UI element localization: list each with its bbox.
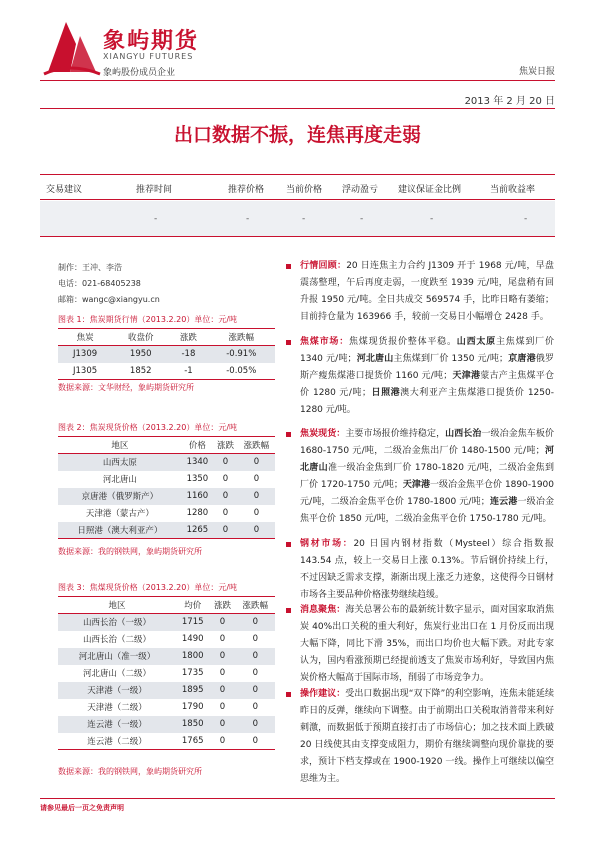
section-label: 操作建议： <box>300 689 346 699</box>
table-row <box>58 454 275 471</box>
table-header-row <box>58 437 275 454</box>
table2-title: 图表 2：焦炭现货价格（2013.2.20）单位：元/吨 <box>58 423 238 432</box>
brand-name: 象屿期货 <box>103 29 200 54</box>
section-label: 焦炭现货： <box>300 429 346 439</box>
summary-row <box>40 201 555 237</box>
bullet-icon <box>286 340 291 345</box>
table-cell: 0 <box>253 524 260 535</box>
table-cell: 0 <box>253 491 260 501</box>
section-label: 焦煤市场： <box>300 337 349 347</box>
table-cell: 0 <box>219 735 226 746</box>
table-cell: 1790 <box>181 702 204 712</box>
table-cell: 河北唐山（准一级） <box>78 652 156 662</box>
paragraph-trading-advice <box>288 686 554 788</box>
table-header-cell: 涨跌幅 <box>243 441 270 451</box>
table-cell: 0 <box>253 474 260 484</box>
section-text: 焦煤现货报价整体平稳。 <box>349 337 457 347</box>
table-cell: 1280 <box>186 508 209 518</box>
report-date: 2013 年 2 月 20 日 <box>464 96 555 107</box>
table-cell: 京唐港（俄罗斯产） <box>81 492 159 502</box>
paragraph-news <box>288 602 554 687</box>
table-cell: 1490 <box>181 634 204 644</box>
table-row <box>58 665 275 682</box>
bullet-icon <box>286 608 291 613</box>
table-row <box>58 682 275 699</box>
summary-header-cell: 推荐价格 <box>228 185 265 195</box>
table-header-cell: 焦炭 <box>76 333 94 343</box>
section-text: 蒙古产主焦煤平仓价 1280 元/吨； <box>300 371 554 398</box>
table-cell: J1309 <box>73 349 98 360</box>
summary-header-cell: 建议保证金比例 <box>398 185 462 195</box>
authors: 制作：王冲、李浩 <box>58 263 122 272</box>
section-text: 主焦煤到厂价 1340 元/吨； <box>300 337 554 364</box>
section-text: 20 日连焦主力合约 J1309 开于 1968 元/吨，早盘震荡整理，午后再度走弱，一度跌至 1939 元/吨，尾盘稍有回升报 1950 元/吨。全日共成交 569574 手，比昨日略有萎缩；目前持仓量为 163966 手，较前一交易日小幅增仓 2428 手。 <box>300 261 554 322</box>
table-header-cell: 收盘价 <box>127 333 154 343</box>
table-cell: 河北唐山（二级） <box>83 669 152 679</box>
table-header-cell: 涨跌 <box>216 441 234 451</box>
summary-header-cell: 当前收益率 <box>490 185 536 195</box>
table-row <box>58 471 275 488</box>
table-cell: -0.05% <box>226 365 257 376</box>
section-text: 一级冶金焦平仓价 1850 元/吨，二级冶金焦平仓价 1750-1780 元/吨。 <box>300 497 554 524</box>
table-header-cell: 地区 <box>108 601 126 611</box>
table-cell: 0 <box>252 735 259 746</box>
disclaimer-note: 请参见最后一页之免责声明 <box>40 804 124 812</box>
table1-source: 数据来源：文华财经，象屿期货研究所 <box>58 383 194 392</box>
date-rule <box>40 108 555 109</box>
summary-cell: - <box>524 214 528 224</box>
section-text: 俄罗斯产瘦焦煤港口提货价 1160 元/吨； <box>300 354 554 381</box>
brand-name-en: XIANGYU FUTURES <box>103 52 194 61</box>
location-name: 河北唐山 <box>356 354 394 364</box>
table-cell: 0 <box>219 702 226 712</box>
table-row <box>58 522 275 539</box>
table-cell: 山西太原 <box>102 458 137 469</box>
table-cell: 0 <box>252 651 259 661</box>
table-cell: 0 <box>252 634 259 644</box>
section-text: 主要市场报价维持稳定， <box>345 429 446 439</box>
table-cell: 1950 <box>129 349 152 360</box>
table-cell: 1895 <box>181 685 204 695</box>
section-text: 准一级冶金焦到厂价 1780-1820 元/吨，二级冶金焦到厂价 1720-1750 元/吨； <box>300 463 554 490</box>
table-header-cell: 地区 <box>111 441 129 451</box>
table-cell: 1850 <box>181 719 204 729</box>
section-label: 钢材市场： <box>300 539 354 549</box>
table-cell: 天津港（一级） <box>87 686 147 696</box>
table-cell: 河北唐山 <box>102 475 137 485</box>
table-cell: 0 <box>252 702 259 712</box>
paragraph-steel-market <box>288 536 554 604</box>
table-cell: 0 <box>219 634 226 644</box>
coke-spot-table <box>58 436 275 539</box>
footer-rule <box>40 798 555 799</box>
summary-header-cell: 当前价格 <box>286 185 323 195</box>
table-cell: 1852 <box>129 365 152 376</box>
location-name: 天津港 <box>452 371 481 381</box>
location-name: 京唐港 <box>508 354 536 364</box>
table-row <box>58 733 275 750</box>
email: 邮箱：wangc@xiangyu.cn <box>58 295 160 304</box>
location-name: 河北唐山 <box>300 446 554 473</box>
table1-title: 图表 1：焦炭期货行情（2013.2.20）单位：元/吨 <box>58 315 238 324</box>
table-cell: 1265 <box>186 524 209 535</box>
futures-table <box>58 328 275 380</box>
table-header-row <box>58 329 275 346</box>
brand-subtitle: 象屿股份成员企业 <box>103 68 176 78</box>
table-row <box>58 505 275 522</box>
report-type: 焦炭日报 <box>518 67 555 77</box>
table-header-cell: 价格 <box>188 441 206 451</box>
section-text: 一级冶金焦平仓价 1890-1900 元/吨，二级冶金焦平仓价 1780-1800 元/吨； <box>300 480 554 507</box>
table-header-cell: 均价 <box>184 601 202 611</box>
phone: 电话：021-68405238 <box>58 279 141 288</box>
table-row <box>58 488 275 505</box>
table-cell: 1765 <box>181 735 204 746</box>
summary-cell: - <box>302 214 306 224</box>
table-header-cell: 涨跌幅 <box>242 601 269 611</box>
summary-cell: - <box>154 214 158 224</box>
summary-cell: - <box>246 214 250 224</box>
table-cell: -1 <box>184 365 193 376</box>
table-row <box>58 614 275 631</box>
paragraph-coke-spot <box>288 426 554 528</box>
table-cell: 0 <box>252 685 259 695</box>
table-row <box>58 716 275 733</box>
summary-header-cell: 推荐时间 <box>136 185 173 195</box>
table-row <box>58 346 275 363</box>
table-cell: 0 <box>252 617 259 628</box>
bullet-icon <box>286 264 291 269</box>
section-label: 消息聚焦： <box>300 605 346 615</box>
section-text: 澳大利亚产主焦煤港口提货价 1250-1280 元/吨。 <box>300 388 554 415</box>
table-cell: 山西长治（一级） <box>83 618 152 629</box>
coking-coal-spot-table <box>58 596 275 750</box>
section-label: 行情回顾： <box>300 261 347 271</box>
location-name: 连云港 <box>489 497 518 507</box>
summary-header-cell: 交易建议 <box>46 185 83 195</box>
table-cell: 1715 <box>181 617 204 628</box>
section-text: 20 日国内钢材指数（Mysteel）综合指数报 143.54 点，较上一交易日上涨 0.13%。节后钢价持续上行，不过因缺乏需求支撑，渐渐出现上涨乏力迹象，这使得今日钢材市场各主要品种价格涨势继续趋缓。 <box>300 539 554 600</box>
table-cell: 天津港（蒙古产） <box>85 509 154 519</box>
table-cell: 0 <box>222 524 229 535</box>
table-header-cell: 涨跌 <box>179 333 197 343</box>
table2-source: 数据来源：我的钢铁网，象屿期货研究所 <box>58 547 202 556</box>
bullet-icon <box>286 432 291 437</box>
report-title: 出口数据不振，连焦再度走弱 <box>173 124 421 146</box>
table-cell: -0.91% <box>226 349 257 360</box>
table-cell: 天津港（二级） <box>87 703 147 713</box>
section-text: 受出口数据出现“双下降”的利空影响，连焦未能延续昨日的反弹，继续向下调整。由于前期出口关税取消普带来利好刺激，而数据低于预期直接打击了市场信心；加之技术面上跌破 20 日线使其由支撑变成阻力，期价有继续调整向现价靠拢的要求，预计下档支撑或在 1900-1920 一线。操作上可继续以偏空思维为主。 <box>300 689 554 784</box>
table-cell: 1160 <box>186 491 209 501</box>
table-cell: 连云港（二级） <box>87 736 147 747</box>
summary-header <box>40 174 555 200</box>
table-cell: 0 <box>222 474 229 484</box>
summary-cell: - <box>430 214 434 224</box>
table-cell: 日照港（澳大利亚产） <box>77 525 163 536</box>
table-row <box>58 631 275 648</box>
table-cell: 1350 <box>186 474 209 484</box>
section-text: 主焦煤到厂价 1350 元/吨； <box>393 354 509 364</box>
table3-title: 图表 3：焦煤现货价格（2013.2.20）单位：元/吨 <box>58 583 238 592</box>
table-header-row <box>58 597 275 614</box>
section-text: 一级冶金焦车板价 1680-1750 元/吨，二级冶金焦出厂价 1480-1500 元/吨； <box>300 429 554 456</box>
table-header-cell: 涨跌 <box>214 601 232 611</box>
paragraph-coking-coal <box>288 334 554 419</box>
table-cell: 1340 <box>186 457 209 468</box>
table-cell: J1305 <box>73 365 98 376</box>
summary-cell: - <box>360 214 364 224</box>
table-cell: 0 <box>222 491 229 501</box>
table-row <box>58 363 275 380</box>
table-cell: 0 <box>219 719 226 729</box>
table-cell: 0 <box>219 685 226 695</box>
bullet-icon <box>286 542 291 547</box>
table-row <box>58 648 275 665</box>
location-name: 山西太原 <box>456 337 496 347</box>
table-cell: 0 <box>252 719 259 729</box>
location-name: 日照港 <box>370 388 401 398</box>
location-name: 山西长治 <box>445 429 482 439</box>
table-cell: 0 <box>219 617 226 628</box>
section-text: 海关总署公布的最新统计数字显示，面对国家取消焦炭 40%出口关税的重大利好，焦炭行业出口在 1 月份反而出现大幅下降，同比下滑 35%，而出口均价也大幅下跌。对此专家认为，国内看涨预期已经提前透支了焦炭市场利好，导致国内焦炭价格大幅高于国际市场，削弱了市场竞争力。 <box>300 605 554 683</box>
bullet-icon <box>286 692 291 697</box>
table-cell: 0 <box>252 668 259 678</box>
table-cell: 1735 <box>181 668 204 678</box>
table-cell: 0 <box>222 457 229 468</box>
table-cell: 连云港（一级） <box>87 720 147 730</box>
paragraph-market-review <box>288 258 554 326</box>
table-header-cell: 涨跌幅 <box>228 333 255 343</box>
table-cell: 0 <box>253 508 260 518</box>
table-cell: 0 <box>219 668 226 678</box>
table-cell: 0 <box>253 457 260 468</box>
summary-header-cell: 浮动盈亏 <box>342 185 379 195</box>
header-rule <box>40 80 555 81</box>
location-name: 天津港 <box>402 480 430 490</box>
table-cell: 0 <box>219 651 226 661</box>
table-cell: 0 <box>222 508 229 518</box>
table-cell: -18 <box>181 349 196 360</box>
table3-source: 数据来源：我的钢铁网，象屿期货研究所 <box>58 767 202 776</box>
table-row <box>58 699 275 716</box>
table-cell: 1800 <box>181 651 204 661</box>
table-cell: 山西长治（二级） <box>83 635 152 645</box>
